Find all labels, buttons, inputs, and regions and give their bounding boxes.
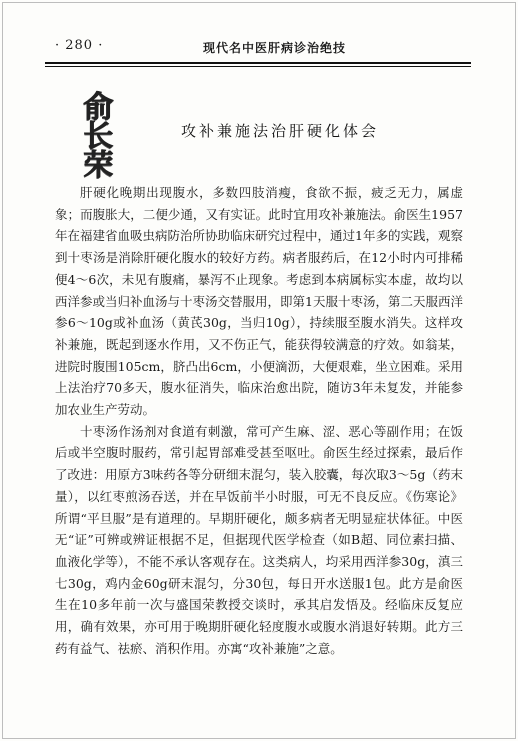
author-name-char: 俞 <box>83 90 113 125</box>
header-rule-thin <box>45 66 471 67</box>
author-name-seal <box>78 90 118 183</box>
page-number: · 280 · <box>55 38 104 53</box>
running-book-title: 现代名中医肝病诊治绝技 <box>203 41 347 55</box>
author-name-char: 荣 <box>83 148 113 183</box>
author-name-char: 长 <box>83 119 113 154</box>
header-rule-thick <box>45 62 471 64</box>
article-title: 攻补兼施法治肝硬化体会 <box>181 122 380 140</box>
body-paragraph: 肝硬化晚期出现腹水，多数四肢消瘦，食欲不振，疲乏无力，属虚象；而腹胀大，二便少通，又有实证。此时宜用攻补兼施法。俞医生1957年在福建省血吸虫病防治所协助临床研究过程中，通过1年多的实践，观察到十枣汤是消除肝硬化腹水的较好方药。病者服药后，在12小时内可排稀便4～6次，未见有腹痛，暴泻不止现象。考虑到本病属标实本虚，故均以西洋参或当归补血汤与十枣汤交替服用，即第1天服十枣汤，第二天服西洋参6～10g或补血汤（黄芪30g，当归10g），持续服至腹水消失。这样攻补兼施，既起到逐水作用，又不伤正气，能获得较满意的疗效。如翁某，进院时腹围105cm，脐凸出6cm，小便滴沥，大便艰难，坐立困难。采用上法治疗70多天，腹水征消失，临床治愈出院，随访3年未复发，并能参加农业生产劳动。 <box>55 185 463 418</box>
page-header <box>55 38 475 58</box>
body-paragraph: 十枣汤作汤剂对食道有刺激，常可产生麻、涩、恶心等副作用；在饭后或半空腹时服药，常引起胃部难受甚至呕吐。俞医生经过探索，最后作了改进：用原方3味药各等分研细末混匀，装入胶囊，每次取3～5g（药末量），以红枣煎汤吞送，并在早饭前半小时服，可无不良反应。《伤寒论》所谓“平旦服”是有道理的。早期肝硬化，颇多病者无明显症状体征。中医无“证”可辨或辨证根据不足，但据现代医学检查（如B超、同位素扫描、血液化学等），不能不承认客观存在。这类病人，均采用西洋参30g，滇三七30g，鸡内金60g研末混匀，分30包，每日开水送服1包。此方是俞医生在10多年前一次与盛国荣教授交谈时，承其启发悟及。经临床反复应用，确有效果，亦可用于晚期肝硬化轻度腹水或腹水消退好转期。此方三药有益气、祛瘀、消积作用。亦寓“攻补兼施”之意。 <box>55 423 463 656</box>
article-body <box>55 182 463 659</box>
